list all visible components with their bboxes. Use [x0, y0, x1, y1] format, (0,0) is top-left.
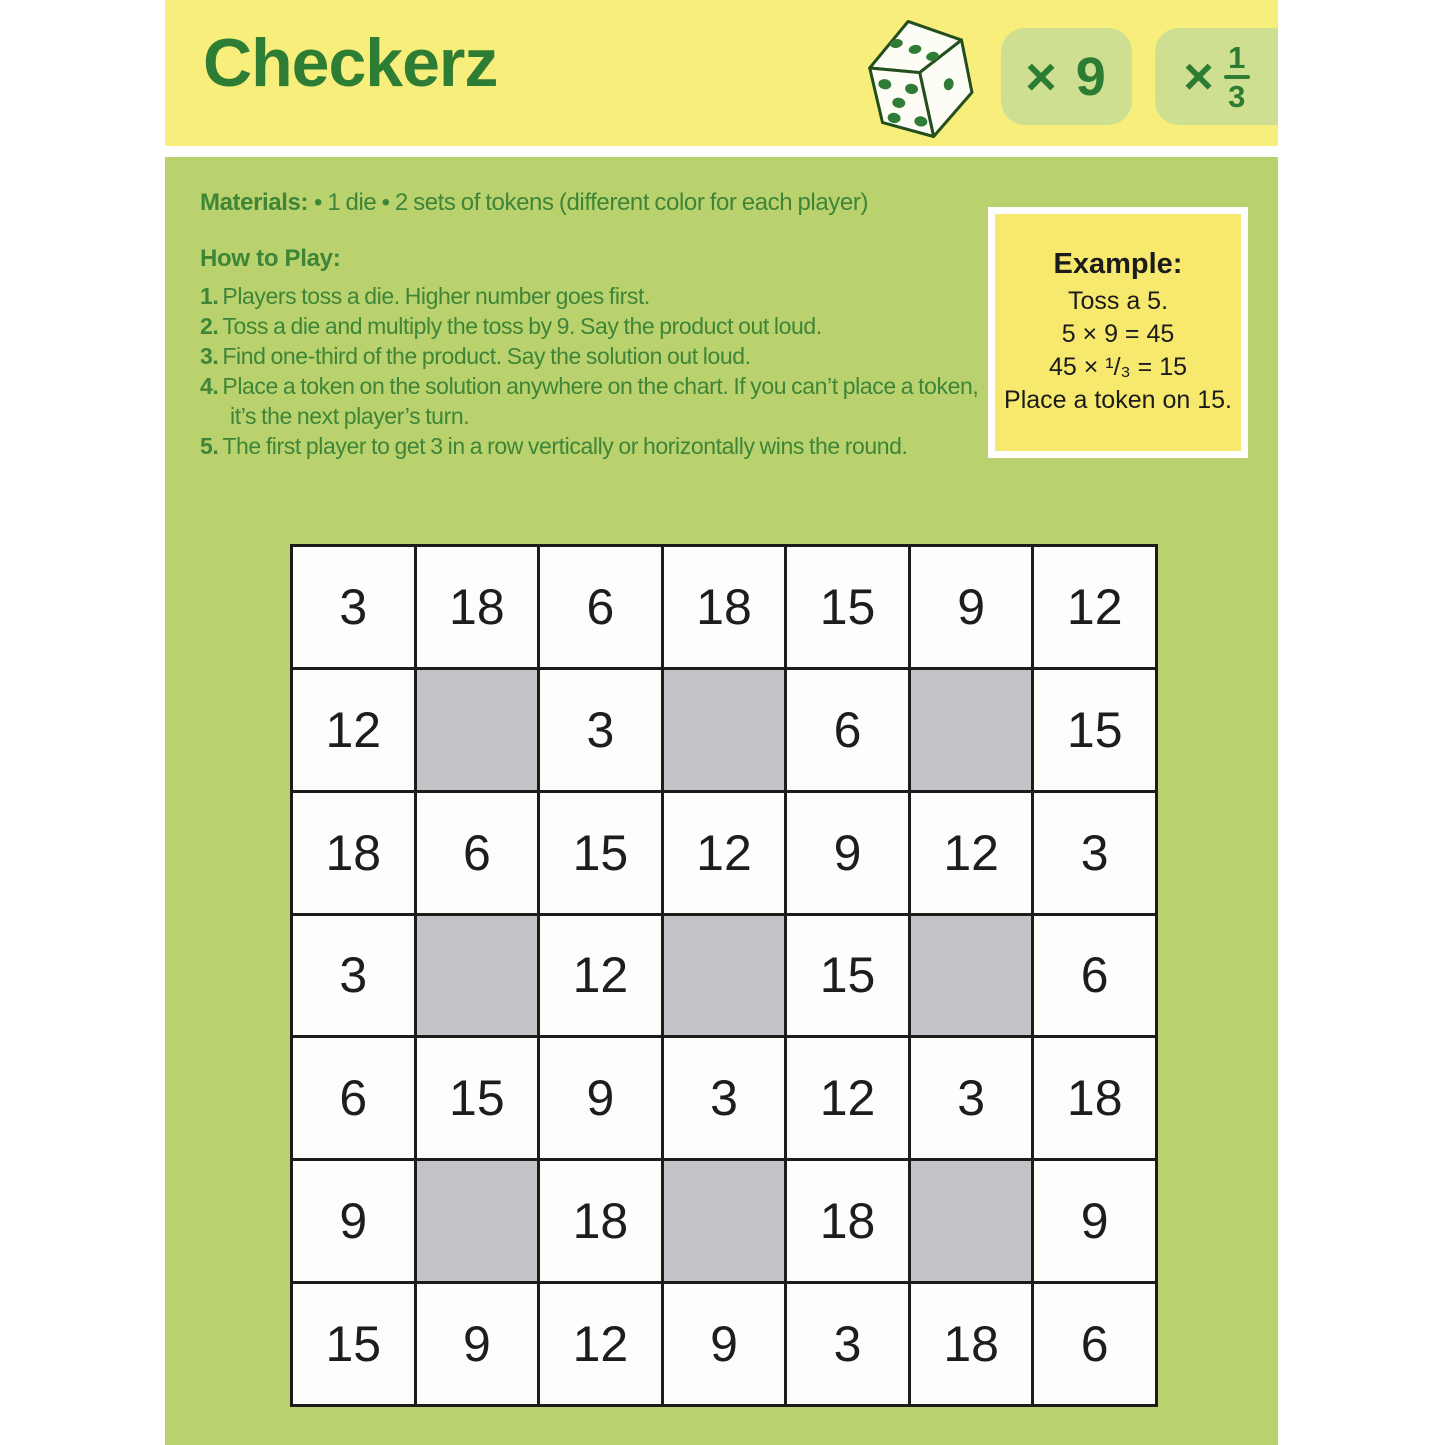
how-to-play-step [200, 281, 980, 311]
one-third-fraction [1224, 39, 1250, 114]
grid-cell-blocked [417, 670, 538, 790]
multiply-by-nine-badge [1001, 28, 1132, 125]
grid-cell: 12 [787, 1038, 908, 1158]
step-text: Place a token on the solution anywhere on the chart. If you can’t place a token, it’s the next player’s turn. [222, 373, 979, 429]
materials-label: Materials: [200, 189, 309, 216]
grid-cell-blocked [417, 1161, 538, 1281]
grid-cell: 15 [787, 547, 908, 667]
grid-cell: 6 [787, 670, 908, 790]
how-to-play-step [200, 371, 980, 431]
example-heading: Example: [1053, 248, 1183, 280]
example-line: Toss a 5. [1067, 287, 1169, 315]
example-line: 45 × ¹/₃ = 15 [1048, 353, 1188, 381]
grid-cell: 6 [293, 1038, 414, 1158]
grid-cell: 15 [417, 1038, 538, 1158]
fraction-denominator: 3 [1228, 78, 1246, 114]
grid-cell: 18 [417, 547, 538, 667]
multiply-by-one-third-badge [1155, 28, 1278, 125]
grid-cell: 12 [540, 1284, 661, 1404]
grid-cell: 9 [540, 1038, 661, 1158]
grid-cell: 18 [540, 1161, 661, 1281]
grid-cell: 15 [1034, 670, 1155, 790]
grid-cell: 18 [1034, 1038, 1155, 1158]
grid-cell: 9 [787, 793, 908, 913]
grid-cell: 12 [664, 793, 785, 913]
times-symbol: × [1183, 47, 1214, 106]
grid-cell: 9 [417, 1284, 538, 1404]
grid-cell: 15 [787, 916, 908, 1036]
step-text: Find one-third of the product. Say the solution out loud. [222, 343, 751, 369]
grid-cell: 6 [1034, 1284, 1155, 1404]
grid-cell: 18 [911, 1284, 1032, 1404]
grid-cell: 12 [1034, 547, 1155, 667]
multiply-nine-label: × 9 [1025, 46, 1108, 107]
grid-cell: 15 [293, 1284, 414, 1404]
dice-icon [863, 18, 981, 140]
grid-cell: 9 [293, 1161, 414, 1281]
grid-cell: 9 [911, 547, 1032, 667]
step-text: Toss a die and multiply the toss by 9. Say the product out loud. [222, 313, 822, 339]
grid-cell-blocked [664, 670, 785, 790]
grid-cell-blocked [911, 1161, 1032, 1281]
number-grid [290, 544, 1158, 1407]
step-text: Players toss a die. Higher number goes first. [222, 283, 650, 309]
grid-cell: 3 [540, 670, 661, 790]
grid-cell: 6 [540, 547, 661, 667]
grid-cell: 18 [664, 547, 785, 667]
grid-cell: 18 [787, 1161, 908, 1281]
grid-cell-blocked [911, 670, 1032, 790]
grid-cell: 3 [293, 547, 414, 667]
grid-cell: 9 [664, 1284, 785, 1404]
game-panel [165, 157, 1278, 1445]
grid-cell: 3 [293, 916, 414, 1036]
example-box [988, 207, 1248, 458]
grid-cell: 3 [787, 1284, 908, 1404]
step-number: 3. [200, 343, 219, 369]
header-band [165, 0, 1278, 146]
grid-cell: 18 [293, 793, 414, 913]
page-title: Checkerz [203, 25, 498, 101]
step-number: 5. [200, 433, 219, 459]
fraction-numerator: 1 [1228, 39, 1246, 75]
how-to-play-heading: How to Play: [200, 245, 341, 272]
materials-line [200, 189, 990, 217]
how-to-play-step [200, 431, 980, 461]
grid-cell-blocked [417, 916, 538, 1036]
grid-cell: 6 [417, 793, 538, 913]
step-number: 4. [200, 373, 219, 399]
grid-cell: 12 [540, 916, 661, 1036]
grid-cell: 12 [293, 670, 414, 790]
grid-cell: 3 [1034, 793, 1155, 913]
step-number: 1. [200, 283, 219, 309]
example-line: Place a token on 15. [1004, 386, 1232, 414]
step-text: The first player to get 3 in a row vertically or horizontally wins the round. [222, 433, 908, 459]
grid-cell: 12 [911, 793, 1032, 913]
how-to-play-step [200, 311, 980, 341]
grid-cell: 3 [911, 1038, 1032, 1158]
grid-cell-blocked [664, 1161, 785, 1281]
example-line: 5 × 9 = 45 [1061, 320, 1175, 348]
how-to-play-step [200, 341, 980, 371]
grid-cell-blocked [911, 916, 1032, 1036]
grid-cell: 3 [664, 1038, 785, 1158]
grid-cell: 6 [1034, 916, 1155, 1036]
step-number: 2. [200, 313, 219, 339]
grid-cell-blocked [664, 916, 785, 1036]
grid-cell: 15 [540, 793, 661, 913]
grid-cell: 9 [1034, 1161, 1155, 1281]
how-to-play-section [200, 245, 980, 461]
materials-text: • 1 die • 2 sets of tokens (different color for each player) [314, 189, 869, 216]
